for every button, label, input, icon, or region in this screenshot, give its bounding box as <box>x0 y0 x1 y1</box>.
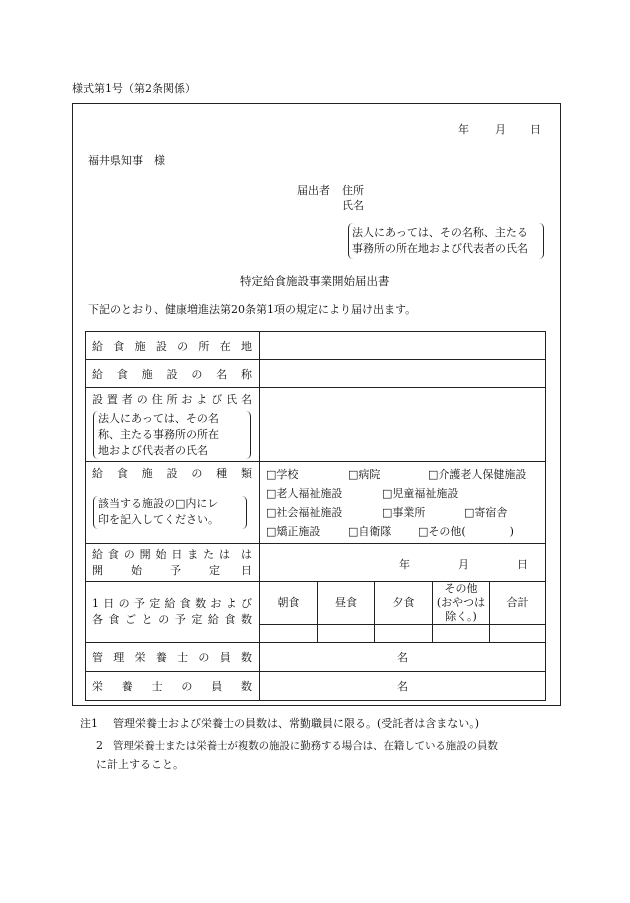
field-installer[interactable] <box>260 388 546 462</box>
start-date-year: 年 <box>399 557 410 571</box>
note-1-text: 管理栄養士および栄養士の員数は、常勤職員に限る。(受託者は含まない。) <box>113 717 480 730</box>
checkbox-dormitory[interactable]: □寄宿舎 <box>464 506 508 519</box>
meal-value-total[interactable] <box>490 625 546 643</box>
label-nutritionists: 栄養士の員数 <box>92 680 253 693</box>
checkbox-child-welfare[interactable]: □児童福祉施設 <box>382 487 459 500</box>
facility-type-note-line1: 該当する施設の□内にレ <box>98 497 219 510</box>
meal-value-dinner[interactable] <box>375 625 433 643</box>
meal-header-other: その他 (おやつは 除く。) <box>433 582 490 625</box>
addressee: 福井県知事 様 <box>88 154 165 167</box>
label-start-date-line2-end: 日 <box>241 563 253 577</box>
note-1-number: 注1 <box>80 717 98 730</box>
form-id: 様式第1号（第2条関係） <box>72 82 196 95</box>
date-year: 年 <box>458 123 469 136</box>
row-facility-type <box>86 462 546 544</box>
label-meals-line2: 各食ごとの予定給食数 <box>92 613 253 626</box>
row-dietitians <box>86 643 546 672</box>
start-date-month: 月 <box>458 557 469 571</box>
document-title: 特定給食施設事業開始届出書 <box>240 274 390 288</box>
applicant-note-line1: 法人にあっては、その名称、主たる <box>352 226 528 239</box>
row-meals-header <box>86 582 546 625</box>
dietitians-unit: 名 <box>397 651 409 664</box>
facility-type-note-line2: 印を記入してください。 <box>98 513 219 526</box>
checkbox-elderly-welfare[interactable]: □老人福祉施設 <box>266 487 343 500</box>
meal-header-lunch: 昼食 <box>318 582 375 625</box>
meal-value-breakfast[interactable] <box>260 625 318 643</box>
label-facility-name: 給食施設の名称 <box>92 367 253 381</box>
installer-note-line2: 称、主たる事務所の所在 <box>98 428 219 441</box>
applicant-label: 届出者 <box>297 184 330 197</box>
label-dietitians: 管理栄養士の員数 <box>92 651 253 664</box>
installer-note-line3: 地および代表者の氏名 <box>98 444 208 457</box>
meal-header-total: 合計 <box>490 582 546 625</box>
checkbox-other[interactable]: □その他( ) <box>418 525 514 538</box>
field-location[interactable] <box>260 332 546 360</box>
date-day: 日 <box>530 123 541 136</box>
note-2-number: 2 <box>96 739 103 752</box>
row-nutritionists <box>86 672 546 701</box>
applicant-address-label[interactable]: 住所 <box>342 184 364 197</box>
row-installer <box>86 388 546 462</box>
nutritionists-unit: 名 <box>397 680 409 693</box>
meal-header-dinner: 夕食 <box>375 582 433 625</box>
checkbox-hospital[interactable]: □病院 <box>348 468 381 481</box>
field-start-date[interactable] <box>260 544 546 582</box>
installer-note-line1: 法人にあっては、その名 <box>98 412 219 425</box>
date-month: 月 <box>495 123 506 136</box>
label-start-date-line2: 開始予定 <box>92 563 221 577</box>
installer-note-bracket <box>93 411 251 459</box>
checkbox-social-welfare[interactable]: □社会福祉施設 <box>266 506 343 519</box>
checkbox-self-defense[interactable]: □自衛隊 <box>348 525 392 538</box>
label-meals-line1: 1日の予定給食数および <box>92 597 253 610</box>
row-start-date <box>86 544 546 582</box>
label-start-date-line1: 給食の開始日または <box>92 547 231 561</box>
note-2-line1: 管理栄養士または栄養士が複数の施設に勤務する場合は、在籍している施設の員数 <box>113 740 498 752</box>
row-facility-name <box>86 360 546 388</box>
intro-text: 下記のとおり、健康増進法第20条第1項の規定により届け出ます。 <box>88 303 417 316</box>
label-installer: 設置者の住所および氏名 <box>92 393 253 406</box>
label-facility-type: 給食施設の種類 <box>92 467 253 480</box>
checkbox-correctional[interactable]: □矯正施設 <box>266 525 321 538</box>
field-dietitians[interactable] <box>260 643 546 672</box>
meal-value-other[interactable] <box>433 625 490 643</box>
checkbox-business[interactable]: □事業所 <box>382 506 426 519</box>
applicant-name-label[interactable]: 氏名 <box>342 199 364 212</box>
meal-header-breakfast: 朝食 <box>260 582 318 625</box>
checkbox-school[interactable]: □学校 <box>266 468 299 481</box>
facility-type-note-bracket <box>93 496 247 529</box>
row-location <box>86 332 546 360</box>
label-start-date-line1-end: は <box>241 547 253 561</box>
field-facility-name[interactable] <box>260 360 546 388</box>
checkbox-elderly-health-facility[interactable]: □介護老人保健施設 <box>428 468 527 481</box>
facility-type-options <box>260 462 546 544</box>
applicant-note-line2: 事務所の所在地および代表者の氏名 <box>352 242 528 255</box>
note-2-line2: に計上すること。 <box>96 758 184 771</box>
meal-value-lunch[interactable] <box>318 625 375 643</box>
field-nutritionists[interactable] <box>260 672 546 701</box>
start-date-day: 日 <box>517 557 528 571</box>
label-location: 給食施設の所在地 <box>92 339 253 353</box>
form-table <box>85 331 546 701</box>
